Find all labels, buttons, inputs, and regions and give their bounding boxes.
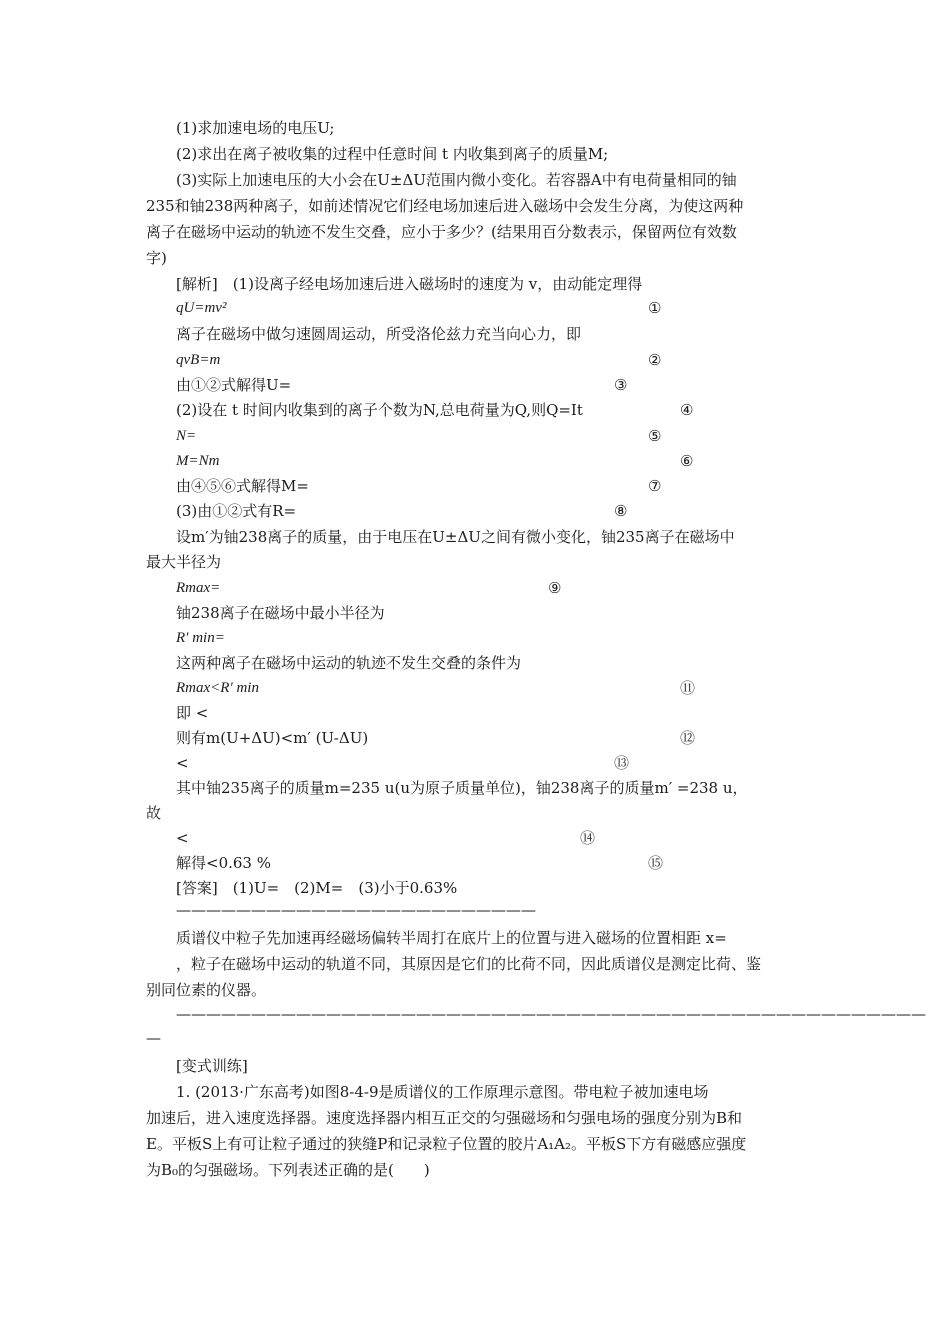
analysis-part-3-cont: 最大半径为 <box>146 553 222 571</box>
question-part-3: (3)实际上加速电压的大小会在U±ΔU范围内微小变化。若容器A中有电荷量相同的铀 <box>176 171 737 189</box>
summary-text-cont: ，粒子在磁场中运动的轨道不同，其原因是它们的比荷不同，因此质谱仪是测定比荷、鉴 <box>176 955 762 973</box>
question-part-3-cont: 235和铀238两种离子，如前述情况它们经电场加速后进入磁场中会发生分离，为使这两种 <box>146 197 744 215</box>
exercise-question: 1. (2013·广东高考)如图8-4-9是质谱仪的工作原理示意图。带电粒子被加速电场 <box>176 1083 709 1101</box>
summary-text: 质谱仪中粒子先加速再经磁场偏转半周打在底片上的位置与进入磁场的位置相距 x= <box>176 929 727 947</box>
equation-11: Rmax<R′ min <box>176 680 259 696</box>
summary-text-cont: 别同位素的仪器。 <box>146 981 267 999</box>
equation-mark-12: ⑫ <box>680 729 696 747</box>
divider-tail: — <box>146 1029 161 1047</box>
equation-10: R′ min= <box>176 630 225 646</box>
analysis-text: 铀238离子在磁场中最小半径为 <box>176 604 385 622</box>
equation-mark-13: ⑬ <box>614 754 630 772</box>
equation-mark-4: ④ <box>680 401 694 419</box>
analysis-text: 离子在磁场中做匀速圆周运动，所受洛伦兹力充当向心力，即 <box>176 325 582 343</box>
question-part-2: (2)求出在离子被收集的过程中任意时间 t 内收集到离子的质量M; <box>176 145 609 163</box>
equation-12: 则有m(U+ΔU)<m′ (U-ΔU) <box>176 729 369 747</box>
equation-mark-3: ③ <box>614 376 628 394</box>
equation-15: 解得<0.63 % <box>176 854 271 872</box>
question-part-3-cont: 字) <box>146 249 167 267</box>
exercise-question-cont: E。平板S上有可让粒子通过的狭缝P和记录粒子位置的胶片A₁A₂。平板S下方有磁感应强度 <box>146 1135 747 1153</box>
analysis-text: 其中铀235离子的质量m=235 u(u为原子质量单位)，铀238离子的质量m′ =238 u， <box>176 779 748 797</box>
equation-mark-11: ⑪ <box>680 679 696 697</box>
exercise-heading: [变式训练] <box>176 1057 248 1075</box>
question-part-1: (1)求加速电场的电压U; <box>176 119 335 137</box>
equation-mark-15: ⑮ <box>648 854 664 872</box>
equation-mark-8: ⑧ <box>614 502 628 520</box>
analysis-text-cont: 故 <box>146 804 162 822</box>
equation-mark-7: ⑦ <box>648 477 662 495</box>
question-part-3-cont: 离子在磁场中运动的轨迹不发生交叠，应小于多少？(结果用百分数表示，保留两位有效数 <box>146 223 737 241</box>
analysis-part-3: 设m′为铀238离子的质量，由于电压在U±ΔU之间有微小变化，铀235离子在磁场中 <box>176 528 735 546</box>
equation-2: qvB=m <box>176 352 221 368</box>
equation-9: Rmax= <box>176 580 221 596</box>
equation-1: qU=mv² <box>176 300 227 316</box>
analysis-part-2: (2)设在 t 时间内收集到的离子个数为N,总电荷量为Q,则Q=It <box>176 401 583 419</box>
equation-14: < <box>176 829 189 847</box>
equation-3: 由①②式解得U= <box>176 376 292 394</box>
exercise-question-cont: 为B₀的匀强磁场。下列表述正确的是( ) <box>146 1161 430 1179</box>
equation-8: (3)由①②式有R= <box>176 502 297 520</box>
analysis-heading: [解析] (1)设离子经电场加速后进入磁场时的速度为 v，由动能定理得 <box>176 275 643 293</box>
equation-5: N= <box>176 428 197 444</box>
equation-mark-1: ① <box>648 299 662 317</box>
exercise-question-cont: 加速后，进入速度选择器。速度选择器内相互正交的匀强磁场和匀强电场的强度分别为B和 <box>146 1109 743 1127</box>
equation-7: 由④⑤⑥式解得M= <box>176 477 309 495</box>
equation-mark-2: ② <box>648 351 662 369</box>
equation-11b: 即 < <box>176 704 209 722</box>
equation-13: < <box>176 754 189 772</box>
divider: ———————————————————————— <box>176 901 536 919</box>
equation-mark-14: ⑭ <box>580 829 596 847</box>
divider: —————————————————————————————————————————————————— <box>176 1005 926 1023</box>
equation-mark-5: ⑤ <box>648 427 662 445</box>
answer-line: [答案] (1)U= (2)M= (3)小于0.63% <box>176 879 458 897</box>
analysis-text: 这两种离子在磁场中运动的轨迹不发生交叠的条件为 <box>176 654 522 672</box>
equation-mark-6: ⑥ <box>680 452 694 470</box>
equation-mark-9: ⑨ <box>548 579 562 597</box>
equation-6: M=Nm <box>176 453 220 469</box>
